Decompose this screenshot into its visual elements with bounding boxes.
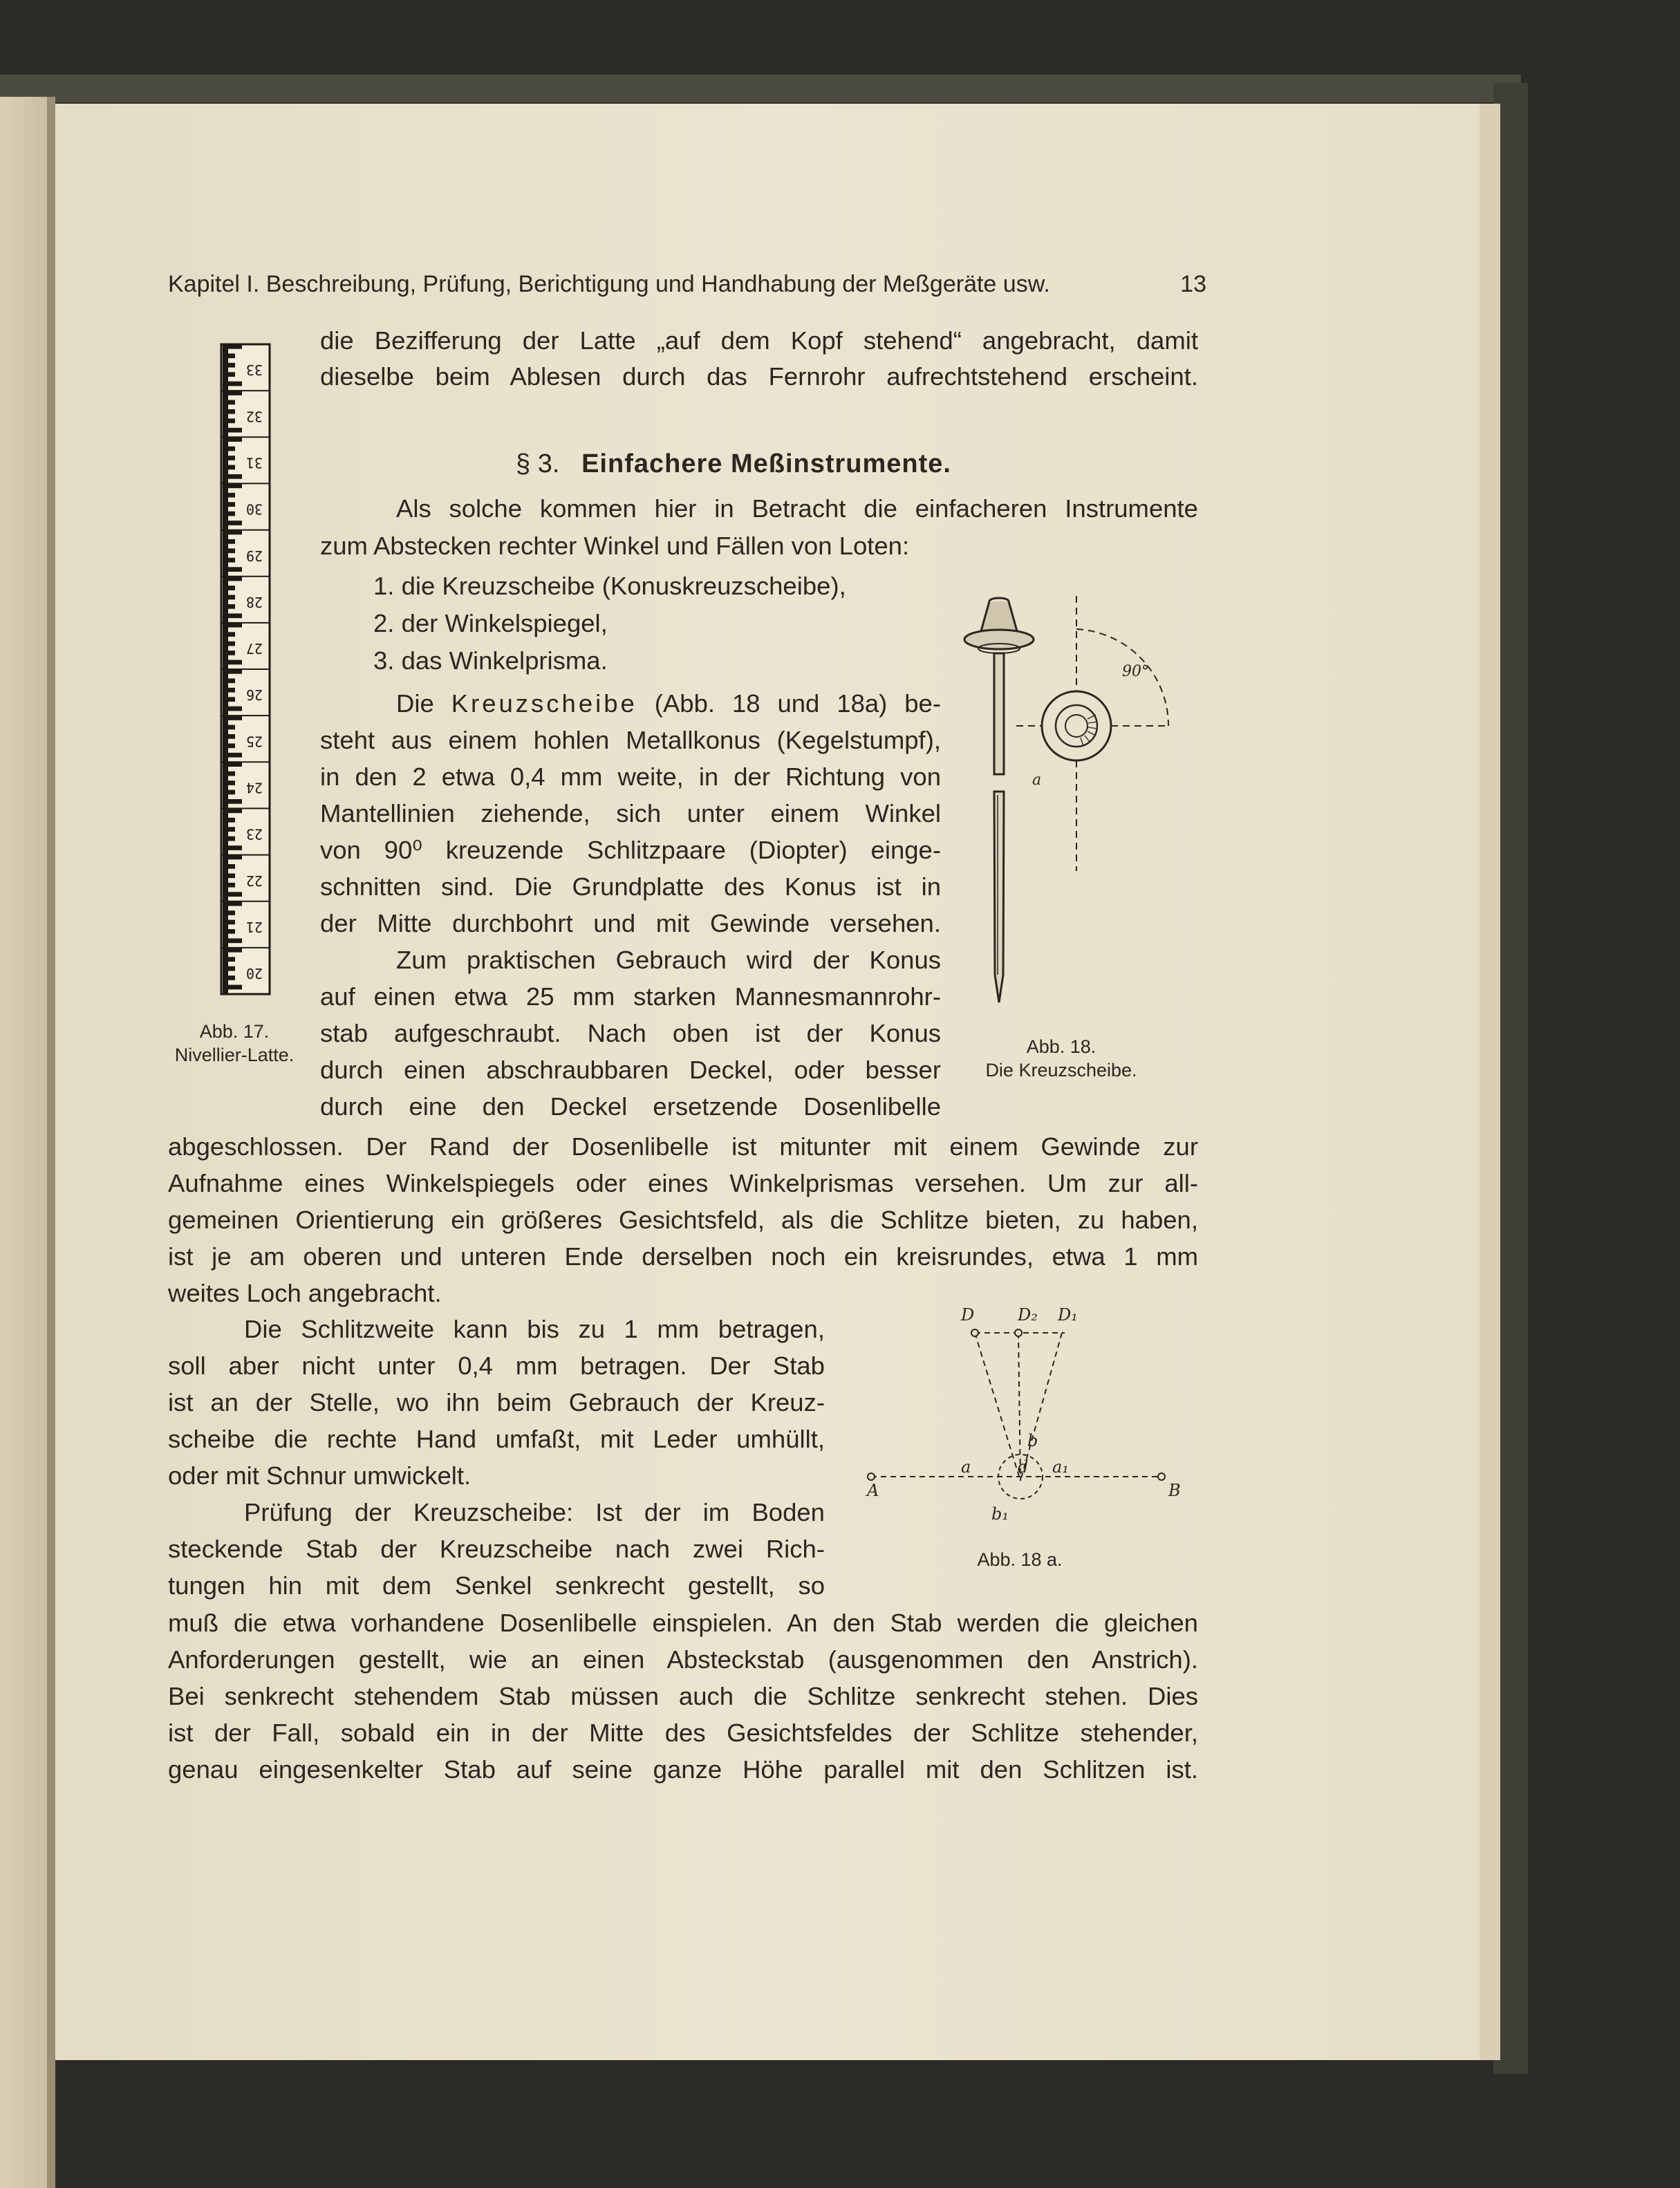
staff-number: 21 bbox=[245, 918, 263, 935]
text-line: von 90⁰ kreuzende Schlitzpaare (Diopter) einge- bbox=[320, 836, 941, 864]
running-header bbox=[168, 271, 1206, 298]
staff-spine bbox=[223, 391, 228, 437]
text-line: ist der Fall, sobald ein in der Mitte des Gesichtsfeldes der Schlitze stehender, bbox=[168, 1719, 1198, 1747]
staff-number: 20 bbox=[245, 965, 263, 982]
text-line: Als solche kommen hier in Betracht die einfacheren Instrumente bbox=[396, 494, 1198, 523]
rod-lower bbox=[994, 792, 1004, 1002]
text-line: weites Loch angebracht. bbox=[168, 1279, 442, 1307]
page-number: 13 bbox=[1180, 271, 1206, 297]
staff-number: 26 bbox=[245, 686, 263, 704]
text-line bbox=[396, 691, 941, 717]
text-line: gemeinen Orientierung ein größeres Gesichtsfeld, als die Schlitze bieten, zu haben, bbox=[168, 1206, 1198, 1234]
label-D: D bbox=[961, 1305, 975, 1325]
text-line: durch eine den Deckel ersetzende Dosenlibelle bbox=[320, 1092, 941, 1121]
figure-17 bbox=[207, 337, 283, 1001]
label-D2: D₂ bbox=[1018, 1305, 1038, 1325]
staff-spine bbox=[223, 344, 228, 391]
text-line: Prüfung der Kreuzscheibe: Ist der im Boden bbox=[244, 1498, 825, 1526]
text-line: Bei senkrecht stehendem Stab müssen auch die Schlitze senkrecht stehen. Dies bbox=[168, 1682, 1198, 1710]
label-b1: b₁ bbox=[991, 1504, 1009, 1524]
top-view-outer bbox=[1042, 691, 1111, 760]
text-line: Anforderungen gestellt, wie an einen Absteckstab (ausgenommen den Anstrich). bbox=[168, 1645, 1198, 1674]
text-line: steht aus einem hohlen Metallkonus (Kegelstumpf), bbox=[320, 726, 941, 754]
running-title: Kapitel I. Beschreibung, Prüfung, Berichtigung und Handhabung der Meßgeräte usw. bbox=[168, 271, 1050, 297]
lead-term: Kreuzscheibe bbox=[451, 689, 637, 718]
staff-spine bbox=[223, 948, 228, 994]
staff-number: 28 bbox=[245, 593, 263, 610]
staff-number: 29 bbox=[245, 547, 263, 564]
text-line: stab aufgeschraubt. Nach oben ist der Konus bbox=[320, 1019, 941, 1047]
staff-spine bbox=[223, 716, 228, 762]
text-line: ist je am oberen und unteren Ende derselben noch ein kreisrundes, etwa 1 mm bbox=[168, 1242, 1198, 1271]
text-line: oder mit Schnur umwickelt. bbox=[168, 1461, 472, 1490]
sighting-diagram bbox=[857, 1300, 1203, 1549]
text-line: in den 2 etwa 0,4 mm weite, in der Richtung von bbox=[320, 763, 941, 791]
label-B: B bbox=[1168, 1481, 1181, 1500]
text-line: der Mitte durchbohrt und mit Gewinde versehen. bbox=[320, 909, 941, 937]
section-heading bbox=[516, 449, 951, 479]
text-line: scheibe die rechte Hand umfaßt, mit Leder umhüllt, bbox=[168, 1425, 825, 1453]
staff-spine bbox=[223, 530, 228, 577]
staff-number: 31 bbox=[245, 454, 263, 471]
text-line: durch einen abschraubbaren Deckel, oder besser bbox=[320, 1056, 941, 1084]
angle-label: 90° bbox=[1122, 663, 1149, 680]
figure-18-caption bbox=[964, 1036, 1158, 1083]
figure-18a-caption: Abb. 18 a. bbox=[977, 1549, 1063, 1570]
lead-rest: (Abb. 18 und 18a) be- bbox=[654, 689, 941, 718]
staff-number: 25 bbox=[245, 733, 263, 750]
label-D1: D₁ bbox=[1058, 1305, 1078, 1325]
point-D bbox=[971, 1329, 978, 1336]
figure-18a bbox=[857, 1300, 1203, 1549]
staff-spine bbox=[223, 901, 228, 948]
staff-number: 33 bbox=[245, 362, 263, 379]
leveling-staff-illustration bbox=[207, 337, 283, 1001]
figure-17-caption-number: Abb. 17. bbox=[199, 1021, 270, 1042]
staff-number: 23 bbox=[245, 825, 263, 843]
point-A bbox=[868, 1473, 875, 1480]
staff-number: 32 bbox=[245, 408, 263, 425]
section-title: Einfachere Meßinstrumente. bbox=[581, 449, 951, 478]
figure-17-caption-title: Nivellier-Latte. bbox=[174, 1044, 295, 1065]
cone-base-plate bbox=[964, 630, 1034, 649]
label-d: d bbox=[1018, 1457, 1029, 1477]
text-line: schnitten sind. Die Grundplatte des Konus ist in bbox=[320, 872, 941, 901]
text-line: muß die etwa vorhandene Dosenlibelle einspielen. An den Stab werden die gleichen bbox=[168, 1609, 1198, 1637]
lead-word: Die bbox=[396, 689, 434, 718]
staff-spine bbox=[223, 762, 228, 808]
figure-17-caption bbox=[163, 1020, 306, 1067]
text-line: Mantellinien ziehende, sich unter einem Winkel bbox=[320, 799, 941, 827]
figure-18 bbox=[958, 588, 1206, 1030]
list-item: 1. die Kreuzscheibe (Konuskreuzscheibe), bbox=[373, 572, 846, 600]
staff-spine bbox=[223, 483, 228, 530]
point-label: a bbox=[1032, 772, 1042, 789]
text-line: die Bezifferung der Latte „auf dem Kopf stehend“ angebracht, damit bbox=[320, 326, 1198, 355]
point-D2 bbox=[1015, 1329, 1022, 1336]
staff-spine bbox=[223, 808, 228, 854]
label-a1: a₁ bbox=[1052, 1457, 1069, 1477]
label-a: a bbox=[961, 1457, 971, 1477]
list-item: 3. das Winkelprisma. bbox=[373, 646, 608, 675]
text-line: genau eingesenkelter Stab auf seine ganze Höhe parallel mit den Schlitzen ist. bbox=[168, 1755, 1198, 1784]
text-line: steckende Stab der Kreuzscheibe nach zwei Rich- bbox=[168, 1535, 825, 1563]
text-line: dieselbe beim Ablesen durch das Fernrohr aufrechtstehend erscheint. bbox=[320, 362, 1198, 391]
label-A: A bbox=[867, 1481, 879, 1500]
text-line: Aufnahme eines Winkelspiegels oder eines Winkelprismas versehen. Um zur all- bbox=[168, 1169, 1198, 1197]
staff-spine bbox=[223, 669, 228, 716]
staff-number: 22 bbox=[245, 872, 263, 889]
staff-spine bbox=[223, 437, 228, 483]
text-line: ist an der Stelle, wo ihn beim Gebrauch der Kreuz- bbox=[168, 1388, 825, 1416]
staff-number: 30 bbox=[245, 501, 263, 518]
text-line: soll aber nicht unter 0,4 mm betragen. Der Stab bbox=[168, 1352, 825, 1380]
figure-18-caption-title: Die Kreuzscheibe. bbox=[985, 1059, 1137, 1081]
text-line: abgeschlossen. Der Rand der Dosenlibelle ist mitunter mit einem Gewinde zur bbox=[168, 1132, 1198, 1161]
text-line: zum Abstecken rechter Winkel und Fällen von Loten: bbox=[320, 532, 910, 560]
point-B bbox=[1158, 1473, 1165, 1480]
label-b: b bbox=[1027, 1431, 1038, 1450]
figure-18-caption-number: Abb. 18. bbox=[1026, 1036, 1096, 1057]
staff-spine bbox=[223, 577, 228, 623]
section-number: § 3. bbox=[516, 449, 560, 478]
list-item: 2. der Winkelspiegel, bbox=[373, 609, 608, 637]
text-line: Die Schlitzweite kann bis zu 1 mm betragen, bbox=[244, 1315, 825, 1343]
text-line: Zum praktischen Gebrauch wird der Konus bbox=[396, 946, 941, 974]
top-view-inner bbox=[1056, 705, 1097, 747]
staff-number: 27 bbox=[245, 640, 263, 657]
text-line: auf einen etwa 25 mm starken Mannesmannrohr- bbox=[320, 982, 941, 1011]
staff-number: 24 bbox=[245, 779, 263, 796]
staff-spine bbox=[223, 623, 228, 669]
text-line: tungen hin mit dem Senkel senkrecht gestellt, so bbox=[168, 1571, 825, 1600]
staff-spine bbox=[223, 855, 228, 901]
kreuzscheibe-illustration bbox=[958, 588, 1206, 1030]
rod-upper bbox=[994, 653, 1004, 774]
